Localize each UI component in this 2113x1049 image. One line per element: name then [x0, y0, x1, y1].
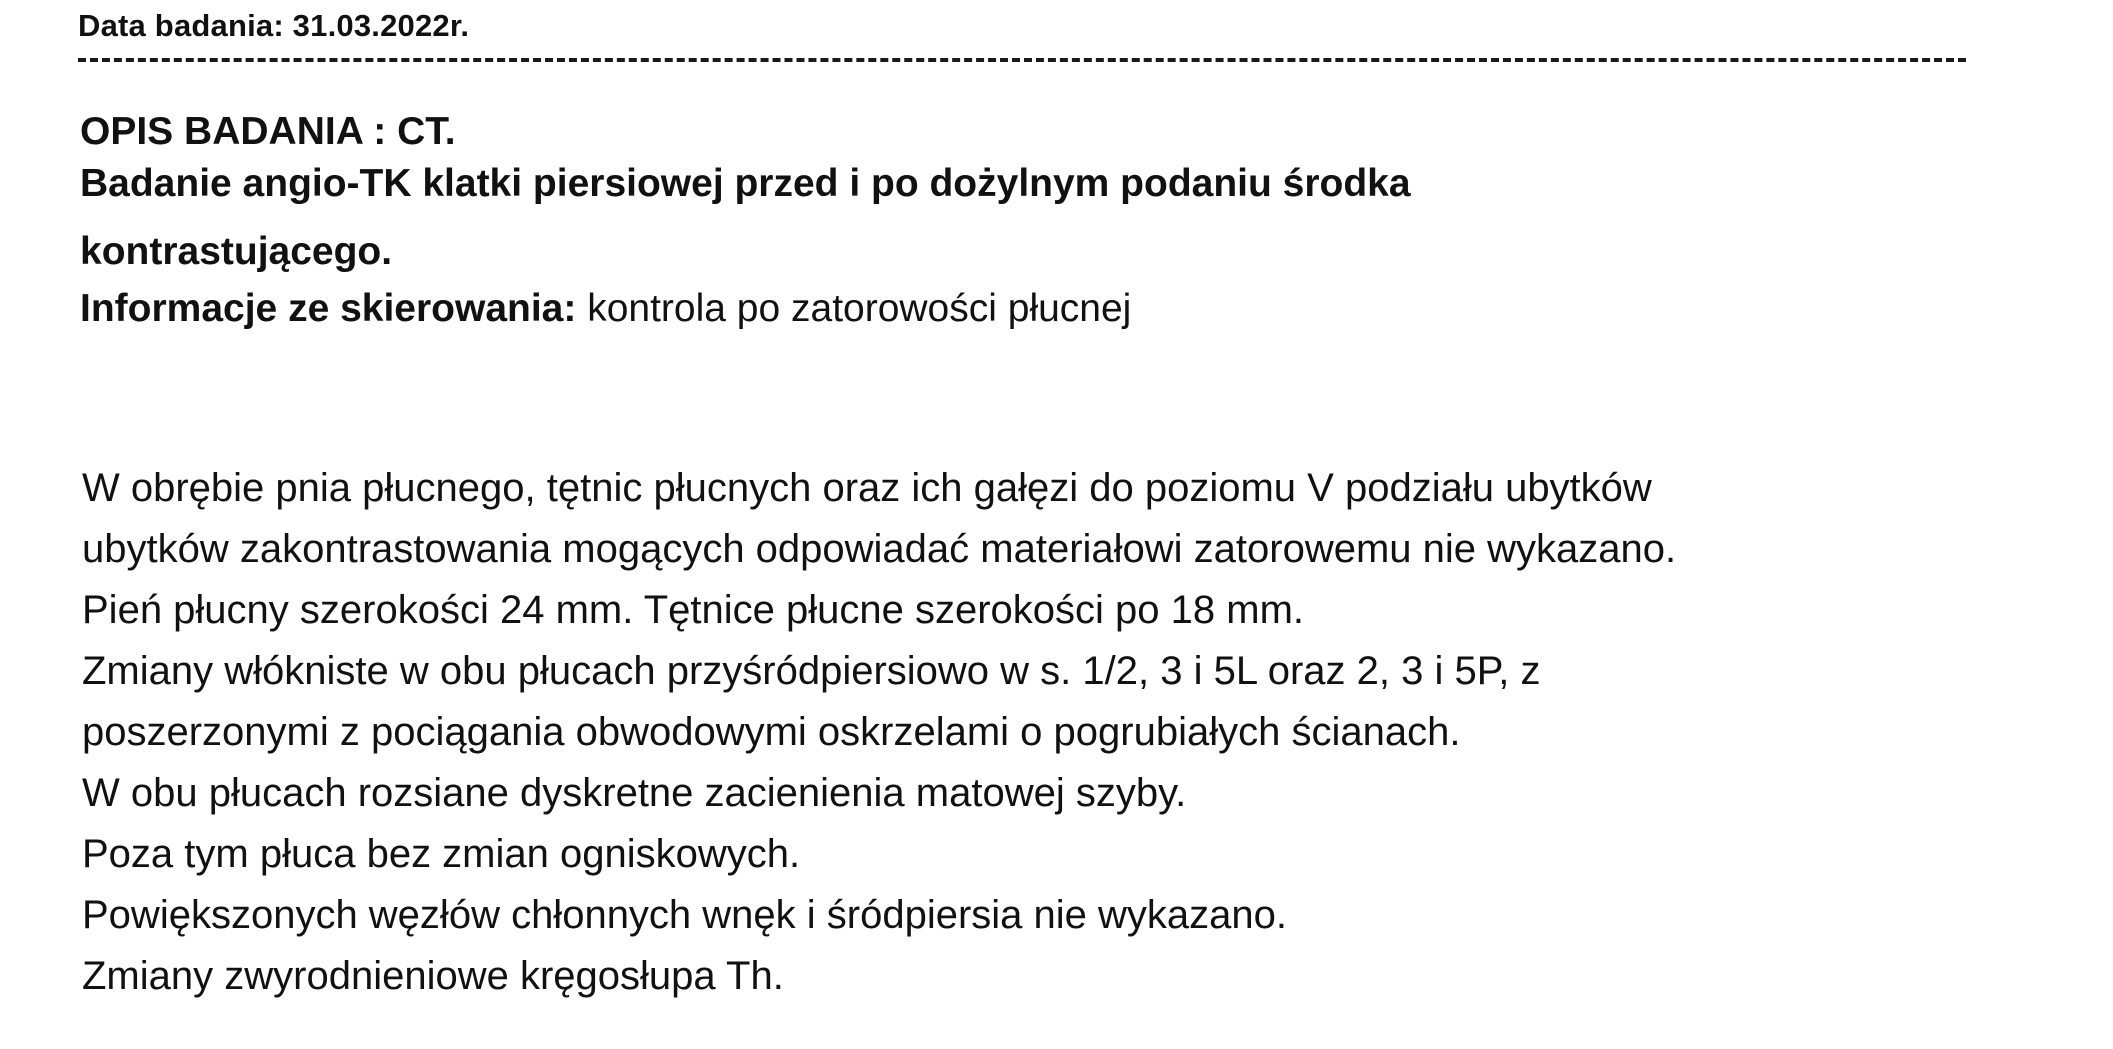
findings-line: Poza tym płuca bez zmian ogniskowych. — [82, 832, 801, 876]
findings-line: W obrębie pnia płucnego, tętnic płucnych oraz ich gałęzi do poziomu V podziału ubytków — [82, 466, 1652, 510]
referral-value: kontrola po zatorowości płucnej — [587, 287, 1132, 330]
findings-line: Zmiany włókniste w obu płucach przyśródpiersiowo w s. 1/2, 3 i 5L oraz 2, 3 i 5P, z — [82, 649, 1541, 693]
findings-line: ubytków zakontrastowania mogących odpowiadać materiałowi zatorowemu nie wykazano. — [82, 527, 1677, 571]
exam-date: Data badania: 31.03.2022r. — [78, 8, 470, 43]
findings-text — [82, 458, 1676, 1007]
exam-title-line-2: kontrastującego. — [80, 230, 393, 273]
description-heading: OPIS BADANIA : CT. — [80, 110, 456, 153]
referral-info — [80, 287, 1131, 331]
referral-label: Informacje ze skierowania: — [80, 287, 577, 330]
findings-line: poszerzonymi z pociągania obwodowymi oskrzelami o pogrubiałych ścianach. — [82, 710, 1461, 754]
findings-line: Zmiany zwyrodnieniowe kręgosłupa Th. — [82, 954, 784, 998]
findings-line: W obu płucach rozsiane dyskretne zacienienia matowej szyby. — [82, 771, 1187, 815]
dashed-separator — [78, 58, 1966, 62]
findings-line: Pień płucny szerokości 24 mm. Tętnice płucne szerokości po 18 mm. — [82, 588, 1305, 632]
findings-line: Powiększonych węzłów chłonnych wnęk i śródpiersia nie wykazano. — [82, 893, 1288, 937]
exam-title-line-1: Badanie angio-TK klatki piersiowej przed i po dożylnym podaniu środka — [80, 162, 1411, 205]
